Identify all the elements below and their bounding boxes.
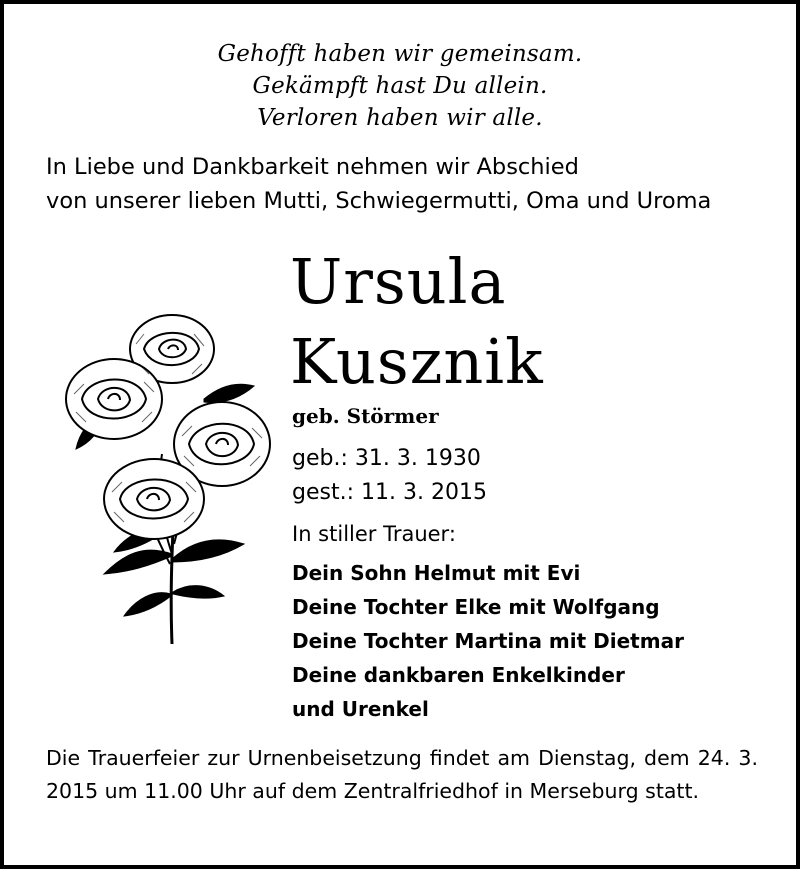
- deceased-last-name: Kusznik: [290, 325, 544, 398]
- mourner-item: Deine Tochter Martina mit Dietmar: [292, 629, 684, 653]
- intro-line: von unserer lieben Mutti, Schwiegermutti, Oma und Uroma: [46, 188, 712, 214]
- mourner-item: Dein Sohn Helmut mit Evi: [292, 561, 581, 585]
- motto-line: Gekämpft hast Du allein.: [252, 73, 548, 99]
- mourner-item: Deine Tochter Elke mit Wolfgang: [292, 595, 660, 619]
- motto: [4, 38, 796, 134]
- deceased-first-name: Ursula: [290, 245, 507, 318]
- life-dates: [292, 442, 487, 510]
- mourners-list: [292, 556, 684, 726]
- mourner-item: und Urenkel: [292, 697, 429, 721]
- mourning-heading: In stiller Trauer:: [292, 522, 456, 546]
- intro-line: In Liebe und Dankbarkeit nehmen wir Abschied: [46, 154, 579, 180]
- mourner-item: Deine dankbaren Enkelkinder: [292, 663, 625, 687]
- motto-line: Gehofft haben wir gemeinsam.: [217, 41, 583, 67]
- funeral-details: Die Trauerfeier zur Urnenbeisetzung findet am Dienstag, dem 24. 3. 2015 um 11.00 Uhr auf dem Zentralfriedhof in Merseburg statt.: [46, 746, 758, 803]
- birth-date: geb.: 31. 3. 1930: [292, 446, 481, 471]
- roses-bouquet-icon: [44, 304, 274, 649]
- death-date: gest.: 11. 3. 2015: [292, 480, 487, 505]
- intro-text: [46, 150, 711, 218]
- deceased-born-name: geb. Störmer: [292, 404, 439, 428]
- motto-line: Verloren haben wir alle.: [257, 105, 543, 131]
